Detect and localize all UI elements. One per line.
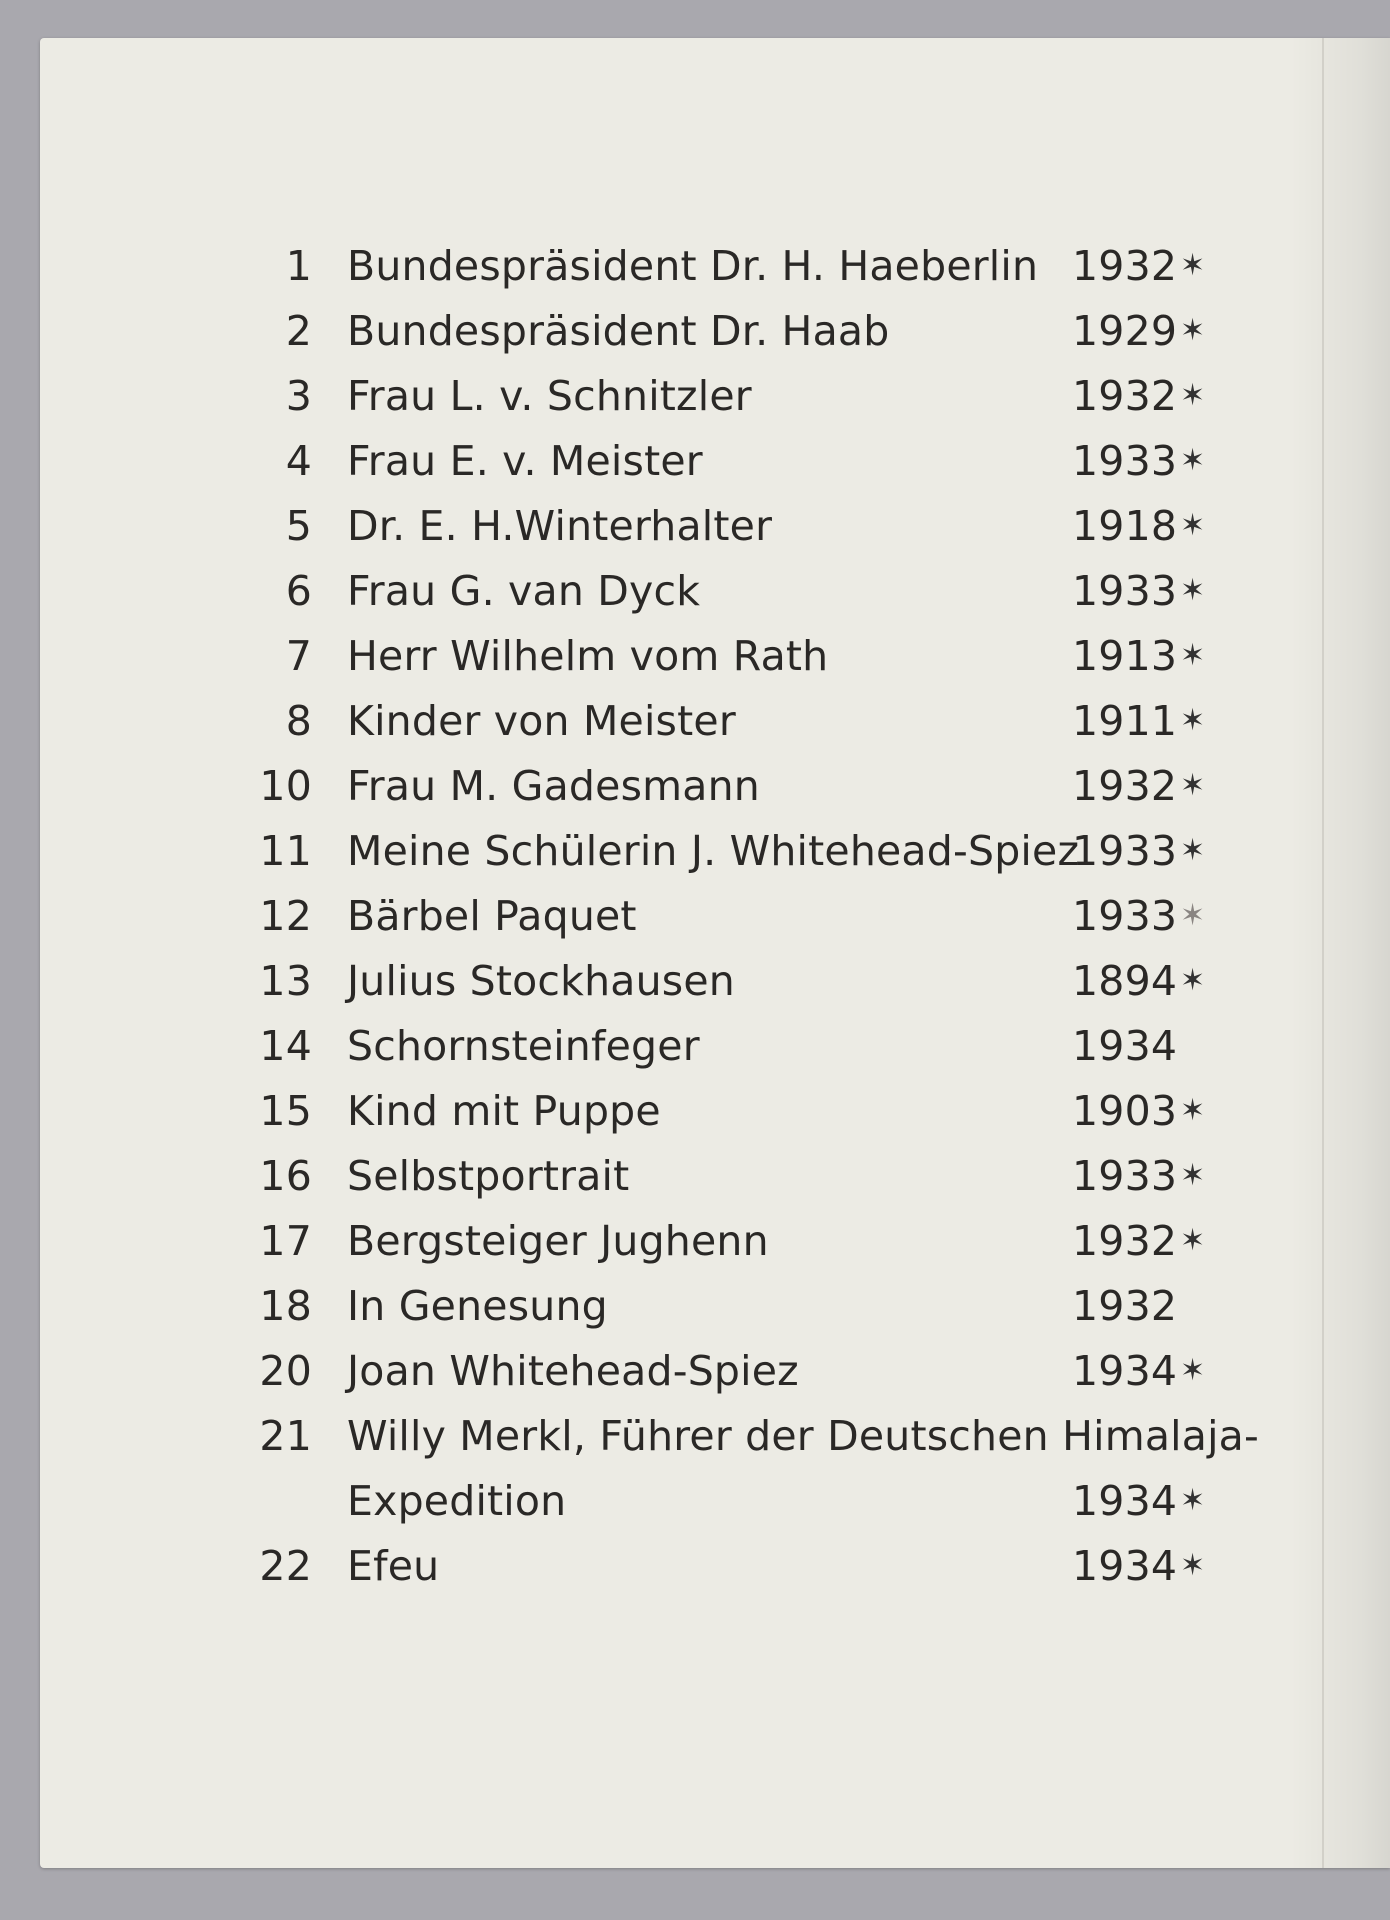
list-item xyxy=(0,1342,1390,1400)
entry-title: Efeu xyxy=(347,1542,440,1590)
entry-number: 7 xyxy=(285,632,312,680)
asterisk-icon: ✶ xyxy=(1180,1158,1206,1193)
entry-title: Bundespräsident Dr. H. Haeberlin xyxy=(347,242,1039,290)
entry-title: Kinder von Meister xyxy=(347,697,736,745)
entry-year: 1918 xyxy=(1072,502,1178,550)
entry-year: 1934 xyxy=(1072,1477,1178,1525)
entry-title: Selbstportrait xyxy=(347,1152,630,1200)
entry-number: 2 xyxy=(285,307,312,355)
entry-number: 17 xyxy=(259,1217,312,1265)
entry-year: 1911 xyxy=(1072,697,1178,745)
list-item xyxy=(0,952,1390,1010)
entry-year: 1932 xyxy=(1072,242,1178,290)
list-item xyxy=(0,1407,1390,1465)
entry-title: Frau E. v. Meister xyxy=(347,437,703,485)
entry-title: Joan Whitehead-Spiez xyxy=(347,1347,799,1395)
asterisk-icon: ✶ xyxy=(1180,508,1206,543)
entry-number: 11 xyxy=(259,827,312,875)
entry-year: 1933 xyxy=(1072,827,1178,875)
entry-title: Expedition xyxy=(347,1477,567,1525)
entry-number: 3 xyxy=(285,372,312,420)
entry-title: Dr. E. H.Winterhalter xyxy=(347,502,773,550)
list-item xyxy=(0,1082,1390,1140)
entry-year: 1894 xyxy=(1072,957,1178,1005)
entry-title: In Genesung xyxy=(347,1282,608,1330)
entry-number: 13 xyxy=(259,957,312,1005)
entry-year: 1913 xyxy=(1072,632,1178,680)
entry-year: 1933 xyxy=(1072,1152,1178,1200)
entry-title: Meine Schülerin J. Whitehead-Spiez xyxy=(347,827,1080,875)
list-item xyxy=(0,822,1390,880)
entry-title: Herr Wilhelm vom Rath xyxy=(347,632,829,680)
list-item xyxy=(0,432,1390,490)
entry-title: Bundespräsident Dr. Haab xyxy=(347,307,890,355)
entry-title: Bärbel Paquet xyxy=(347,892,637,940)
list-item xyxy=(0,497,1390,555)
entry-title: Willy Merkl, Führer der Deutschen Himalaja- xyxy=(347,1412,1259,1460)
entry-year: 1932 xyxy=(1072,1217,1178,1265)
entry-year: 1934 xyxy=(1072,1347,1178,1395)
list-item xyxy=(0,302,1390,360)
entry-year: 1934 xyxy=(1072,1022,1178,1070)
list-item xyxy=(0,367,1390,425)
entry-year: 1932 xyxy=(1072,372,1178,420)
list-item xyxy=(0,562,1390,620)
entry-year: 1934 xyxy=(1072,1542,1178,1590)
entry-year: 1933 xyxy=(1072,437,1178,485)
asterisk-icon: ✶ xyxy=(1180,573,1206,608)
asterisk-icon: ✶ xyxy=(1180,248,1206,283)
asterisk-icon: ✶ xyxy=(1180,378,1206,413)
entry-title: Frau L. v. Schnitzler xyxy=(347,372,752,420)
entry-number: 6 xyxy=(285,567,312,615)
entry-year: 1929 xyxy=(1072,307,1178,355)
list-item xyxy=(0,1472,1390,1530)
entry-title: Julius Stockhausen xyxy=(347,957,735,1005)
list-item xyxy=(0,1212,1390,1270)
entry-number: 8 xyxy=(285,697,312,745)
list-item xyxy=(0,757,1390,815)
entry-number: 4 xyxy=(285,437,312,485)
entry-number: 12 xyxy=(259,892,312,940)
asterisk-icon: ✶ xyxy=(1180,313,1206,348)
entry-title: Frau G. van Dyck xyxy=(347,567,701,615)
asterisk-icon: ✶ xyxy=(1180,1223,1206,1258)
list-item xyxy=(0,1537,1390,1595)
entry-number: 10 xyxy=(259,762,312,810)
asterisk-icon: ✶ xyxy=(1180,703,1206,738)
asterisk-icon: ✶ xyxy=(1180,443,1206,478)
entry-title: Kind mit Puppe xyxy=(347,1087,661,1135)
entry-year: 1903 xyxy=(1072,1087,1178,1135)
asterisk-icon: ✶ xyxy=(1180,638,1206,673)
entry-year: 1932 xyxy=(1072,762,1178,810)
list-item xyxy=(0,1017,1390,1075)
asterisk-icon: ✶ xyxy=(1180,1483,1206,1518)
asterisk-icon: ✶ xyxy=(1180,1548,1206,1583)
entry-number: 5 xyxy=(285,502,312,550)
entry-number: 14 xyxy=(259,1022,312,1070)
list-item xyxy=(0,1147,1390,1205)
entry-year: 1932 xyxy=(1072,1282,1178,1330)
entry-number: 21 xyxy=(259,1412,312,1460)
entry-year: 1933 xyxy=(1072,567,1178,615)
entry-title: Schornsteinfeger xyxy=(347,1022,700,1070)
entry-number: 18 xyxy=(259,1282,312,1330)
entry-number: 22 xyxy=(259,1542,312,1590)
asterisk-icon: ✶ xyxy=(1180,1353,1206,1388)
asterisk-icon: ✶ xyxy=(1180,1093,1206,1128)
asterisk-icon: ✶ xyxy=(1180,898,1206,933)
list-item xyxy=(0,627,1390,685)
asterisk-icon: ✶ xyxy=(1180,833,1206,868)
entry-year: 1933 xyxy=(1072,892,1178,940)
entry-title: Bergsteiger Jughenn xyxy=(347,1217,769,1265)
entry-number: 1 xyxy=(285,242,312,290)
entry-number: 20 xyxy=(259,1347,312,1395)
entry-number: 16 xyxy=(259,1152,312,1200)
entry-number: 15 xyxy=(259,1087,312,1135)
list-item xyxy=(0,1277,1390,1335)
asterisk-icon: ✶ xyxy=(1180,768,1206,803)
list-item xyxy=(0,237,1390,295)
list-item xyxy=(0,887,1390,945)
asterisk-icon: ✶ xyxy=(1180,963,1206,998)
entry-title: Frau M. Gadesmann xyxy=(347,762,760,810)
list-item xyxy=(0,692,1390,750)
